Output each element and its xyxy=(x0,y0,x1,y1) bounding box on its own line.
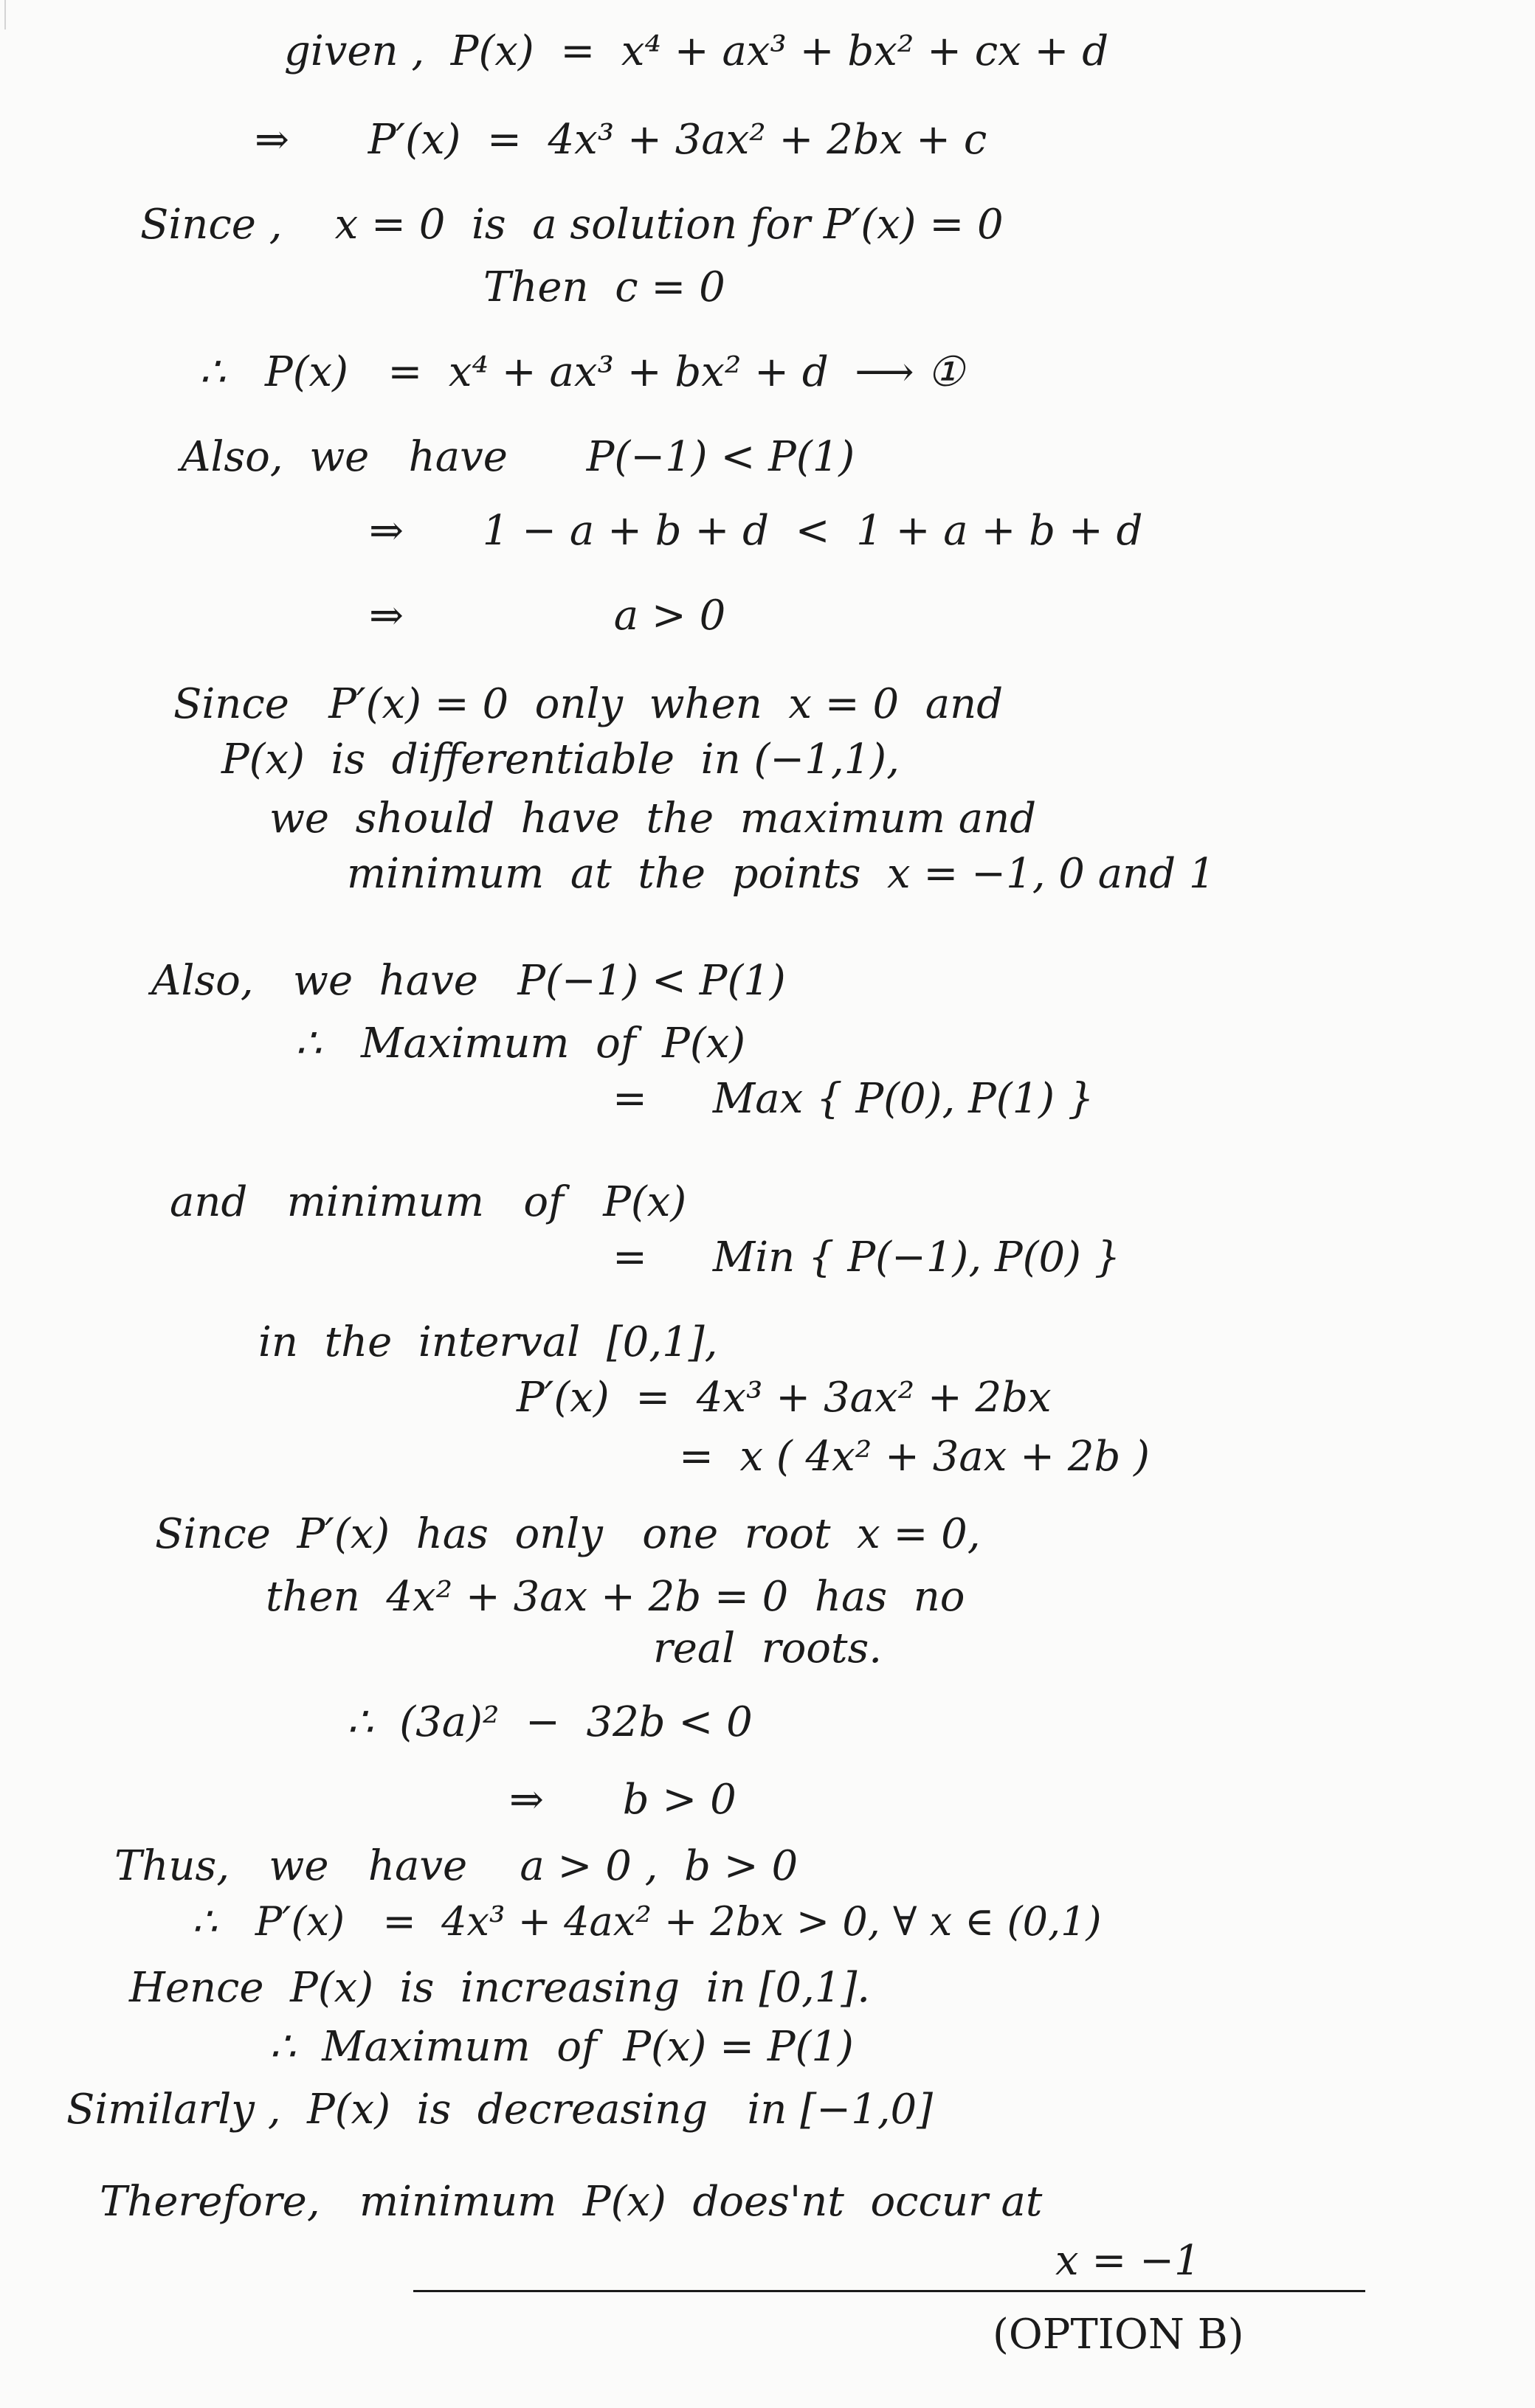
line-since-p-prime-zero: Since P′(x) = 0 only when x = 0 and xyxy=(173,680,1004,728)
line-p-prime-positive: ∴ P′(x) = 4x³ + 4ax² + 2bx > 0, ∀ x ∈ (0,1) xyxy=(192,1898,1102,1945)
line-then-c0: Then c = 0 xyxy=(483,263,725,311)
line-similarly-decreasing: Similarly , P(x) is decreasing in [−1,0] xyxy=(66,2086,933,2134)
line-p-prime-interval: P′(x) = 4x³ + 3ax² + 2bx xyxy=(517,1374,1052,1422)
line-x-minus-one: x = −1 xyxy=(1055,2237,1201,2285)
answer-underline xyxy=(413,2290,1365,2292)
line-since-x0-solution: Since , x = 0 is a solution for P′(x) = 0 xyxy=(140,201,1004,249)
line-thus-a-b-positive: Thus, we have a > 0 , b > 0 xyxy=(114,1842,798,1890)
margin-mark xyxy=(4,0,6,30)
line-factored: = x ( 4x² + 3ax + 2b ) xyxy=(679,1433,1150,1481)
line-hence-increasing: Hence P(x) is increasing in [0,1]. xyxy=(129,1964,871,2012)
line-also-again: Also, we have P(−1) < P(1) xyxy=(151,957,786,1005)
line-b-positive: ⇒ b > 0 xyxy=(509,1776,737,1824)
line-therefore-minimum: Therefore, minimum P(x) does'nt occur at xyxy=(100,2178,1043,2226)
line-expanded-inequality: ⇒ 1 − a + b + d < 1 + a + b + d xyxy=(369,507,1143,555)
line-maximum-p1: ∴ Maximum of P(x) = P(1) xyxy=(269,2023,854,2071)
line-min-at-points: minimum at the points x = −1, 0 and 1 xyxy=(347,850,1215,898)
line-max-set: = Max { P(0), P(1) } xyxy=(613,1075,1094,1123)
line-a-positive: ⇒ a > 0 xyxy=(369,592,726,640)
line-real-roots: real roots. xyxy=(653,1625,883,1672)
line-px-equation-1: ∴ P(x) = x⁴ + ax³ + bx² + d ⟶ ① xyxy=(199,348,965,396)
line-quadratic-no-roots: then 4x² + 3ax + 2b = 0 has no xyxy=(266,1573,965,1621)
line-discriminant: ∴ (3a)² − 32b < 0 xyxy=(347,1698,753,1746)
line-maximum-of-px: ∴ Maximum of P(x) xyxy=(295,1020,746,1068)
line-minimum-of-px: and minimum of P(x) xyxy=(170,1178,687,1226)
line-also-p-1-lt-p1: Also, we have P(−1) < P(1) xyxy=(181,433,855,481)
answer-option: (OPTION B) xyxy=(993,2311,1244,2359)
line-only-one-root: Since P′(x) has only one root x = 0, xyxy=(155,1510,981,1558)
line-differentiable: P(x) is differentiable in (−1,1), xyxy=(221,736,900,783)
line-given-polynomial: given , P(x) = x⁴ + ax³ + bx² + cx + d xyxy=(284,27,1109,75)
line-in-interval: in the interval [0,1], xyxy=(258,1318,718,1366)
line-derivative: ⇒ P′(x) = 4x³ + 3ax² + 2bx + c xyxy=(255,116,987,164)
line-min-set: = Min { P(−1), P(0) } xyxy=(613,1234,1121,1281)
line-should-have-max: we should have the maximum and xyxy=(269,795,1037,843)
